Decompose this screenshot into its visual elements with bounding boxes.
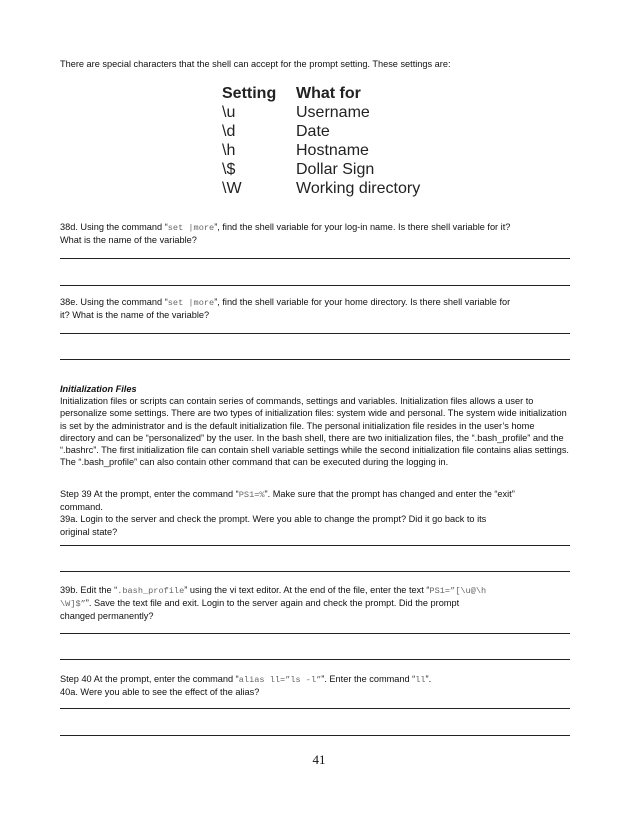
question-39b	[60, 584, 570, 623]
question-text: ”, find the shell variable for your home directory. Is there shell variable for	[214, 297, 511, 307]
table-cell: \d	[222, 123, 236, 140]
command-text: alias ll=”ls -l”	[238, 675, 322, 685]
command-text: \W]$”	[60, 599, 86, 610]
question-38e	[60, 296, 570, 321]
step-text: ”.	[425, 674, 432, 684]
command-text: set |more	[167, 223, 215, 233]
table-cell: Username	[296, 104, 370, 121]
step-text: Step 39 At the prompt, enter the command “	[60, 489, 239, 499]
question-39a: 39a. Login to the server and check the prompt. Were you able to change the prompt? Did it go back to its	[60, 514, 487, 525]
question-text: ”. Save the text file and exit. Login to the server again and check the prompt. Did the prompt	[85, 598, 460, 609]
table-cell: Date	[296, 123, 330, 140]
table-row	[222, 160, 430, 179]
answer-line[interactable]	[60, 333, 570, 334]
table-header-what-for: What for	[296, 85, 361, 102]
table-cell: Hostname	[296, 142, 369, 159]
answer-line[interactable]	[60, 708, 570, 709]
table-row	[222, 103, 430, 122]
page-number: 41	[312, 752, 326, 767]
command-text: .bash_profile	[117, 586, 185, 596]
question-40a: 40a. Were you able to see the effect of the alias?	[60, 687, 260, 698]
section-heading: Initialization Files	[60, 384, 137, 394]
table-header-setting: Setting	[222, 85, 277, 102]
answer-line[interactable]	[60, 571, 570, 572]
step-40	[60, 673, 570, 698]
command-text: set |more	[167, 298, 215, 308]
question-text: ”, find the shell variable for your log-in name. Is there shell variable for it?	[214, 222, 511, 232]
question-text: ” using the vi text editor. At the end of the file, enter the text “	[184, 585, 430, 595]
table-row	[222, 122, 430, 141]
table-row	[222, 179, 430, 198]
question-39a: original state?	[60, 526, 118, 537]
prompt-settings-table	[222, 84, 430, 198]
answer-line[interactable]	[60, 258, 570, 259]
command-text: ll	[415, 675, 426, 685]
question-text: 38d. Using the command “	[60, 222, 168, 232]
command-text: PS1=”[\u@\h	[429, 586, 487, 596]
table-cell: \W	[222, 180, 242, 197]
answer-line[interactable]	[60, 359, 570, 360]
step-text: ”. Make sure that the prompt has changed and enter the “exit”	[264, 489, 515, 499]
answer-line[interactable]	[60, 633, 570, 634]
question-38d	[60, 221, 570, 246]
step-text: command.	[60, 502, 103, 513]
table-cell: Working directory	[296, 180, 421, 197]
table-row	[222, 141, 430, 160]
question-text: it? What is the name of the variable?	[60, 310, 210, 321]
initialization-section	[60, 383, 570, 468]
answer-line[interactable]	[60, 659, 570, 660]
answer-line[interactable]	[60, 735, 570, 736]
question-text: 38e. Using the command “	[60, 297, 168, 307]
step-text: Step 40 At the prompt, enter the command “	[60, 674, 239, 684]
table-cell: \h	[222, 142, 236, 159]
step-text: ”. Enter the command “	[321, 674, 416, 684]
question-text: changed permanently?	[60, 611, 154, 622]
step-39	[60, 488, 570, 538]
section-paragraph: Initialization files or scripts can contain series of commands, settings and variables. Initialization files allows a user to personalize some settings. There are two types of initialization files: system wide and personal. The system wide initialization is set by the administrator and is the default initialization file. The personal initialization file resides in the user’s home directory and can be “personalized” by the user. In the bash shell, there are two initialization files, the “.bash_profile” and the “.bashrc”. The first initialization file can contain shell variable settings while the second initialization file contains alias settings. The “.bash_profile” can also contain other command that can be executed during the logging in.	[60, 396, 569, 468]
answer-line[interactable]	[60, 285, 570, 286]
table-cell: \u	[222, 104, 236, 121]
table-cell: \$	[222, 161, 236, 178]
answer-line[interactable]	[60, 545, 570, 546]
command-text: PS1=%	[238, 490, 265, 500]
question-text: What is the name of the variable?	[60, 235, 197, 246]
intro-text: There are special characters that the shell can accept for the prompt setting. These settings are:	[60, 59, 451, 69]
table-cell: Dollar Sign	[296, 161, 375, 178]
question-text: 39b. Edit the “	[60, 585, 118, 595]
